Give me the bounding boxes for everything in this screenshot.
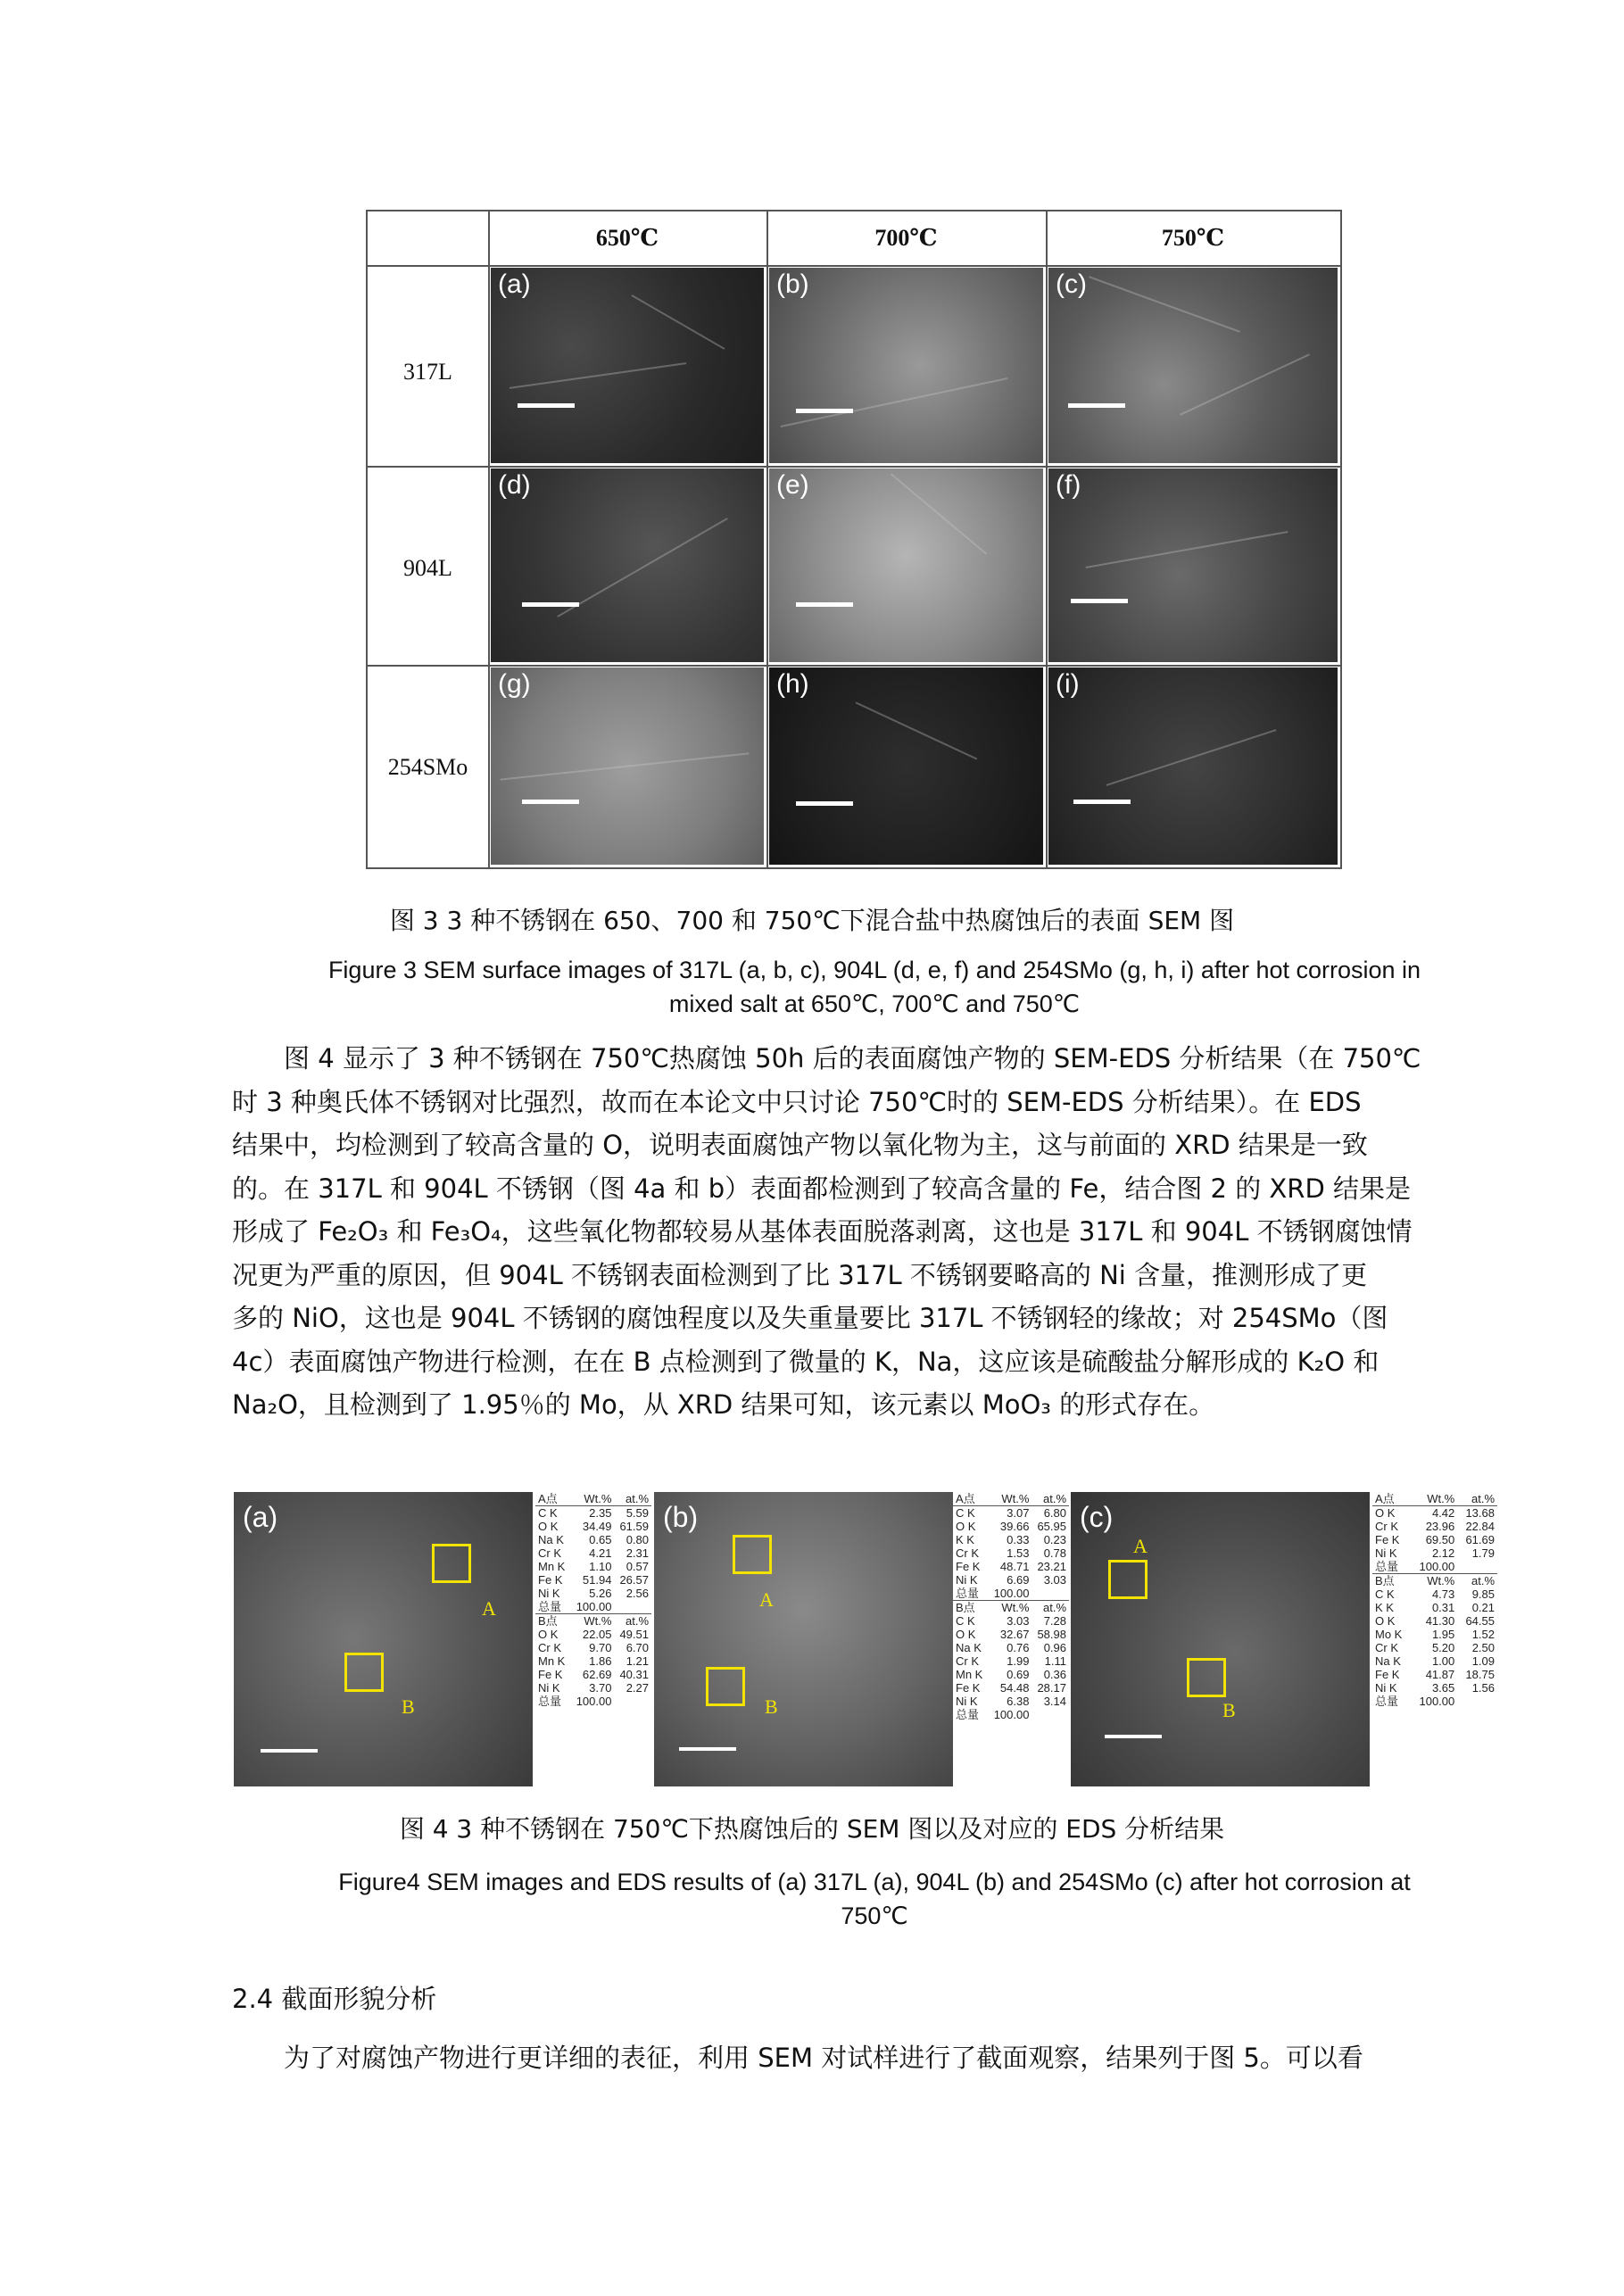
panel-label-b: (b) bbox=[776, 269, 809, 299]
eds-cell: 3.70 bbox=[589, 1681, 612, 1695]
eds-cell: 51.94 bbox=[582, 1573, 612, 1587]
eds-row bbox=[1372, 1681, 1497, 1695]
paragraph-2-line: 为了对腐蚀产物进行更详细的表征，利用 SEM 对试样进行了截面观察，结果列于图 5。可以看 bbox=[284, 2043, 1363, 2073]
eds-cell: 1.11 bbox=[1044, 1654, 1066, 1668]
eds-cell: at.% bbox=[614, 1614, 651, 1629]
eds-cell: 13.68 bbox=[1465, 1506, 1495, 1520]
eds-cell: at.% bbox=[1457, 1574, 1497, 1588]
eds-cell: Fe K bbox=[538, 1668, 563, 1681]
panel-label-4c: (c) bbox=[1080, 1501, 1114, 1533]
eds-cell: 0.65 bbox=[589, 1533, 612, 1546]
eds-row bbox=[1372, 1614, 1497, 1628]
eds-row bbox=[535, 1681, 651, 1695]
point-b-label: B bbox=[1222, 1699, 1236, 1721]
eds-row bbox=[953, 1614, 1069, 1628]
eds-row bbox=[953, 1628, 1069, 1641]
eds-cell: Na K bbox=[956, 1641, 982, 1654]
eds-cell: C K bbox=[1375, 1587, 1395, 1601]
paragraph-1-line: 结果中，均检测到了较高含量的 O，说明表面腐蚀产物以氧化物为主，这与前面的 XRD 结果是一致 bbox=[232, 1130, 1368, 1160]
eds-cell: 40.31 bbox=[619, 1668, 649, 1681]
eds-cell: O K bbox=[1375, 1614, 1396, 1628]
eds-header-row bbox=[953, 1492, 1069, 1506]
sem-image-b bbox=[769, 268, 1043, 463]
eds-cell: 2.31 bbox=[626, 1546, 649, 1560]
col-header-700: 700℃ bbox=[874, 225, 938, 251]
eds-row bbox=[535, 1573, 651, 1587]
eds-cell: 2.12 bbox=[1431, 1546, 1455, 1560]
eds-cell: 1.79 bbox=[1471, 1546, 1495, 1560]
figure-4-caption-en bbox=[277, 1865, 1472, 1933]
figure-3-caption-en-line1: Figure 3 SEM surface images of 317L (a, b, c), 904L (d, e, f) and 254SMo (g, h, i) after hot corrosion in bbox=[327, 957, 1421, 983]
eds-cell: 总量 bbox=[538, 1695, 562, 1708]
eds-cell: 0.21 bbox=[1471, 1601, 1495, 1614]
eds-cell: 6.80 bbox=[1043, 1506, 1066, 1520]
eds-row bbox=[535, 1668, 651, 1681]
eds-cell: Cr K bbox=[1375, 1641, 1398, 1654]
eds-row bbox=[953, 1573, 1069, 1587]
eds-row bbox=[1372, 1587, 1497, 1601]
eds-cell: 1.99 bbox=[1007, 1654, 1030, 1668]
panel-label-c: (c) bbox=[1056, 269, 1087, 299]
eds-row bbox=[953, 1587, 1069, 1601]
eds-cell: 64.55 bbox=[1465, 1614, 1495, 1628]
eds-cell: Na K bbox=[538, 1533, 564, 1546]
eds-row bbox=[953, 1520, 1069, 1533]
eds-cell: O K bbox=[1375, 1506, 1396, 1520]
eds-cell: 1.95 bbox=[1431, 1628, 1455, 1641]
eds-cell: 48.71 bbox=[999, 1560, 1030, 1573]
eds-cell: C K bbox=[956, 1614, 975, 1628]
eds-row bbox=[1372, 1520, 1497, 1533]
eds-cell bbox=[1032, 1587, 1069, 1601]
eds-cell: 2.27 bbox=[626, 1681, 649, 1695]
eds-row bbox=[953, 1546, 1069, 1560]
eds-cell: C K bbox=[956, 1506, 975, 1520]
point-a-marker bbox=[1108, 1560, 1148, 1599]
eds-cell: 39.66 bbox=[999, 1520, 1030, 1533]
scale-bar bbox=[1073, 800, 1131, 804]
eds-cell: 总量 bbox=[538, 1600, 562, 1613]
eds-cell: 0.96 bbox=[1043, 1641, 1066, 1654]
eds-cell: Cr K bbox=[1375, 1520, 1398, 1533]
row-header-317l: 317L bbox=[403, 359, 452, 385]
eds-cell: Cr K bbox=[956, 1546, 979, 1560]
row-header-254smo: 254SMo bbox=[387, 754, 468, 780]
eds-cell: Ni K bbox=[956, 1695, 978, 1708]
eds-cell: B点 bbox=[1372, 1574, 1410, 1588]
point-b-marker bbox=[706, 1667, 745, 1706]
eds-cell: O K bbox=[956, 1628, 976, 1641]
eds-cell: A点 bbox=[1372, 1492, 1410, 1506]
eds-cell: 34.49 bbox=[582, 1520, 612, 1533]
eds-cell: Mo K bbox=[1375, 1628, 1403, 1641]
eds-row bbox=[1372, 1546, 1497, 1560]
scale-bar bbox=[1068, 403, 1125, 408]
eds-row bbox=[535, 1614, 651, 1629]
eds-cell: 7.28 bbox=[1043, 1614, 1066, 1628]
paragraph-1 bbox=[232, 1037, 1463, 1427]
eds-row bbox=[535, 1654, 651, 1668]
eds-row bbox=[953, 1708, 1069, 1721]
sem-image-4b bbox=[654, 1492, 953, 1786]
eds-cell: 100.00 bbox=[1419, 1560, 1455, 1573]
eds-header-row bbox=[1372, 1492, 1497, 1506]
eds-cell: 22.84 bbox=[1465, 1520, 1495, 1533]
panel-label-e: (e) bbox=[776, 470, 809, 500]
paragraph-1-line: 多的 NiO，这也是 904L 不锈钢的腐蚀程度以及失重量要比 317L 不锈钢轻的缘故；对 254SMo（图 bbox=[232, 1303, 1388, 1333]
eds-cell: 100.00 bbox=[1419, 1695, 1455, 1708]
eds-row bbox=[953, 1506, 1069, 1521]
eds-cell: O K bbox=[956, 1520, 976, 1533]
eds-cell: 5.26 bbox=[589, 1587, 612, 1600]
eds-cell: O K bbox=[538, 1520, 559, 1533]
eds-row bbox=[1372, 1533, 1497, 1546]
point-a-label: A bbox=[1133, 1535, 1148, 1557]
eds-cell: 0.57 bbox=[626, 1560, 649, 1573]
eds-cell: 2.50 bbox=[1471, 1641, 1495, 1654]
eds-cell: Ni K bbox=[538, 1587, 560, 1600]
eds-cell: 41.87 bbox=[1425, 1668, 1455, 1681]
eds-row bbox=[1372, 1574, 1497, 1588]
sem-image-e bbox=[769, 468, 1043, 662]
eds-cell: C K bbox=[538, 1506, 558, 1520]
eds-cell: 100.00 bbox=[576, 1695, 612, 1708]
eds-row bbox=[1372, 1628, 1497, 1641]
eds-header-row bbox=[535, 1492, 651, 1506]
figure-3-grid bbox=[366, 210, 1342, 869]
eds-cell: Fe K bbox=[1375, 1533, 1400, 1546]
sem-image-4c bbox=[1071, 1492, 1370, 1786]
eds-row bbox=[953, 1560, 1069, 1573]
eds-cell: 62.69 bbox=[582, 1668, 612, 1681]
eds-cell: 3.03 bbox=[1007, 1614, 1030, 1628]
eds-cell: 5.59 bbox=[626, 1506, 649, 1520]
sem-image-4a bbox=[234, 1492, 533, 1786]
eds-cell: Wt.% bbox=[988, 1601, 1032, 1615]
eds-cell: 26.57 bbox=[619, 1573, 649, 1587]
eds-cell: 3.03 bbox=[1043, 1573, 1066, 1587]
eds-cell: Fe K bbox=[1375, 1668, 1400, 1681]
scale-bar bbox=[1105, 1735, 1162, 1738]
sem-image-i bbox=[1048, 667, 1338, 865]
eds-cell: 100.00 bbox=[993, 1587, 1030, 1600]
scale-bar bbox=[522, 800, 579, 804]
eds-row bbox=[535, 1587, 651, 1600]
eds-cell: Fe K bbox=[956, 1681, 981, 1695]
eds-cell: Fe K bbox=[538, 1573, 563, 1587]
point-a-marker bbox=[432, 1544, 471, 1583]
eds-cell: B点 bbox=[535, 1614, 570, 1629]
point-a-marker bbox=[733, 1535, 772, 1574]
eds-row bbox=[1372, 1601, 1497, 1614]
eds-cell: A点 bbox=[953, 1492, 988, 1506]
eds-row bbox=[535, 1520, 651, 1533]
eds-cell: at.% bbox=[614, 1492, 651, 1506]
eds-row bbox=[1372, 1641, 1497, 1654]
eds-cell: 0.80 bbox=[626, 1533, 649, 1546]
eds-cell: Cr K bbox=[538, 1546, 561, 1560]
eds-cell bbox=[1032, 1708, 1069, 1721]
eds-row bbox=[953, 1654, 1069, 1668]
scale-bar bbox=[1071, 599, 1128, 603]
eds-cell: 0.69 bbox=[1007, 1668, 1030, 1681]
eds-cell: Cr K bbox=[956, 1654, 979, 1668]
point-a-label: A bbox=[759, 1588, 774, 1611]
row-header-904l: 904L bbox=[403, 555, 452, 581]
paragraph-2 bbox=[232, 2036, 1463, 2080]
eds-cell: Cr K bbox=[538, 1641, 561, 1654]
col-header-750: 750℃ bbox=[1161, 225, 1225, 251]
sem-image-c bbox=[1048, 268, 1338, 463]
eds-cell: 54.48 bbox=[999, 1681, 1030, 1695]
scale-bar bbox=[796, 602, 853, 607]
eds-cell: 6.70 bbox=[626, 1641, 649, 1654]
eds-cell: 1.52 bbox=[1471, 1628, 1495, 1641]
point-a-label: A bbox=[482, 1597, 496, 1620]
eds-cell: 69.50 bbox=[1425, 1533, 1455, 1546]
eds-cell: 32.67 bbox=[999, 1628, 1030, 1641]
eds-cell: Mn K bbox=[956, 1668, 983, 1681]
eds-cell: 23.96 bbox=[1425, 1520, 1455, 1533]
scale-bar bbox=[518, 403, 575, 408]
eds-row bbox=[953, 1681, 1069, 1695]
eds-cell: at.% bbox=[1032, 1492, 1069, 1506]
eds-row bbox=[535, 1695, 651, 1708]
eds-cell: 1.56 bbox=[1471, 1681, 1495, 1695]
eds-cell: 58.98 bbox=[1037, 1628, 1066, 1641]
eds-cell: 4.21 bbox=[589, 1546, 612, 1560]
eds-cell: 1.21 bbox=[626, 1654, 649, 1668]
eds-cell: 1.09 bbox=[1471, 1654, 1495, 1668]
eds-cell bbox=[614, 1695, 651, 1708]
eds-row bbox=[1372, 1506, 1497, 1521]
eds-row bbox=[1372, 1668, 1497, 1681]
sem-image-g bbox=[491, 667, 764, 865]
eds-cell: 3.14 bbox=[1043, 1695, 1066, 1708]
eds-cell: 9.85 bbox=[1471, 1587, 1495, 1601]
eds-cell: K K bbox=[956, 1533, 974, 1546]
point-b-label: B bbox=[402, 1695, 415, 1718]
eds-cell: A点 bbox=[535, 1492, 570, 1506]
eds-cell: Wt.% bbox=[988, 1492, 1032, 1506]
eds-cell: 0.76 bbox=[1007, 1641, 1030, 1654]
paragraph-1-line: 的。在 317L 和 904L 不锈钢（图 4a 和 b）表面都检测到了较高含量的 Fe，结合图 2 的 XRD 结果是 bbox=[232, 1173, 1412, 1204]
eds-cell: 61.59 bbox=[619, 1520, 649, 1533]
eds-cell: 0.33 bbox=[1007, 1533, 1030, 1546]
eds-cell: at.% bbox=[1032, 1601, 1069, 1615]
figure-3-caption-en bbox=[277, 953, 1472, 1021]
eds-row bbox=[953, 1533, 1069, 1546]
eds-row bbox=[953, 1695, 1069, 1708]
eds-row bbox=[535, 1533, 651, 1546]
eds-row bbox=[535, 1600, 651, 1614]
sem-image-d bbox=[491, 468, 764, 662]
eds-cell: Ni K bbox=[956, 1573, 978, 1587]
eds-cell: 49.51 bbox=[619, 1628, 649, 1641]
eds-cell: Wt.% bbox=[1410, 1492, 1457, 1506]
panel-label-4b: (b) bbox=[663, 1501, 699, 1533]
eds-cell: 1.00 bbox=[1431, 1654, 1455, 1668]
point-b-marker bbox=[1187, 1658, 1226, 1697]
eds-cell: 3.65 bbox=[1431, 1681, 1455, 1695]
eds-table-4b bbox=[953, 1492, 1069, 1721]
eds-cell: 6.38 bbox=[1007, 1695, 1030, 1708]
sem-image-h bbox=[769, 667, 1043, 865]
eds-table-4a bbox=[535, 1492, 651, 1708]
sem-image-f bbox=[1048, 468, 1338, 662]
eds-row bbox=[535, 1506, 651, 1521]
panel-label-d: (d) bbox=[498, 470, 531, 500]
paragraph-1-line: 况更为严重的原因，但 904L 不锈钢表面检测到了比 317L 不锈钢要略高的 Ni 含量，推测形成了更 bbox=[232, 1259, 1368, 1290]
eds-cell: 61.69 bbox=[1465, 1533, 1495, 1546]
scale-bar bbox=[261, 1749, 318, 1753]
figure-3-caption-cn: 图 3 3 种不锈钢在 650、700 和 750℃下混合盐中热腐蚀后的表面 SEM 图 bbox=[389, 906, 1235, 935]
figure-3-caption-en-line2: mixed salt at 650℃, 700℃ and 750℃ bbox=[668, 991, 1081, 1017]
eds-cell: O K bbox=[538, 1628, 559, 1641]
eds-cell: 6.69 bbox=[1007, 1573, 1030, 1587]
eds-cell: 2.35 bbox=[589, 1506, 612, 1520]
figure-4-caption-en-line2: 750℃ bbox=[841, 1902, 908, 1929]
eds-cell: 总量 bbox=[1375, 1695, 1399, 1708]
eds-cell: Na K bbox=[1375, 1654, 1401, 1668]
eds-cell: 总量 bbox=[1375, 1560, 1399, 1573]
eds-cell: Wt.% bbox=[570, 1614, 614, 1629]
panel-label-i: (i) bbox=[1056, 669, 1080, 699]
section-heading: 2.4 截面形貌分析 bbox=[232, 1984, 437, 2014]
eds-cell: Fe K bbox=[956, 1560, 981, 1573]
eds-cell: 0.31 bbox=[1431, 1601, 1455, 1614]
eds-cell: 4.42 bbox=[1431, 1506, 1455, 1520]
eds-row bbox=[1372, 1560, 1497, 1574]
paragraph-1-line: 4c）表面腐蚀产物进行检测，在在 B 点检测到了微量的 K，Na，这应该是硫酸盐分解形成的 K₂O 和 bbox=[232, 1346, 1380, 1377]
eds-row bbox=[953, 1641, 1069, 1654]
eds-cell: 23.21 bbox=[1037, 1560, 1066, 1573]
eds-cell: 0.36 bbox=[1043, 1668, 1066, 1681]
eds-cell: K K bbox=[1375, 1601, 1394, 1614]
eds-cell bbox=[1457, 1560, 1497, 1574]
scale-bar bbox=[522, 602, 579, 607]
eds-cell: Ni K bbox=[1375, 1546, 1397, 1560]
eds-cell: 18.75 bbox=[1465, 1668, 1495, 1681]
figure-4-caption-en-line1: Figure4 SEM images and EDS results of (a) 317L (a), 904L (b) and 254SMo (c) after hot corrosion at bbox=[338, 1869, 1411, 1895]
eds-row bbox=[535, 1628, 651, 1641]
eds-cell: 4.73 bbox=[1431, 1587, 1455, 1601]
eds-cell: 0.23 bbox=[1043, 1533, 1066, 1546]
col-header-650: 650℃ bbox=[595, 225, 659, 251]
eds-row bbox=[535, 1641, 651, 1654]
eds-row bbox=[535, 1546, 651, 1560]
eds-cell: 1.86 bbox=[589, 1654, 612, 1668]
eds-cell: Wt.% bbox=[570, 1492, 614, 1506]
eds-cell: 41.30 bbox=[1425, 1614, 1455, 1628]
eds-cell bbox=[614, 1600, 651, 1614]
eds-cell: 28.17 bbox=[1037, 1681, 1066, 1695]
eds-cell: 总量 bbox=[956, 1708, 980, 1721]
eds-cell: 2.56 bbox=[626, 1587, 649, 1600]
sem-image-a bbox=[491, 268, 764, 463]
eds-cell: 总量 bbox=[956, 1587, 980, 1600]
paragraph-1-line: 形成了 Fe₂O₃ 和 Fe₃O₄，这些氧化物都较易从基体表面脱落剥离，这也是 317L 和 904L 不锈钢腐蚀情 bbox=[232, 1216, 1413, 1247]
eds-cell: Ni K bbox=[1375, 1681, 1397, 1695]
eds-cell: 9.70 bbox=[589, 1641, 612, 1654]
eds-cell: 5.20 bbox=[1431, 1641, 1455, 1654]
eds-cell: 100.00 bbox=[993, 1708, 1030, 1721]
panel-label-h: (h) bbox=[776, 669, 809, 699]
panel-label-a: (a) bbox=[498, 269, 531, 299]
eds-cell bbox=[1457, 1695, 1497, 1708]
eds-cell: 1.53 bbox=[1007, 1546, 1030, 1560]
eds-cell: at.% bbox=[1457, 1492, 1497, 1506]
eds-cell: Ni K bbox=[538, 1681, 560, 1695]
panel-label-4a: (a) bbox=[243, 1501, 278, 1533]
scale-bar bbox=[796, 409, 853, 413]
panel-label-g: (g) bbox=[498, 669, 531, 699]
scale-bar bbox=[679, 1747, 736, 1751]
point-b-marker bbox=[344, 1653, 384, 1692]
paragraph-1-line: 图 4 显示了 3 种不锈钢在 750℃热腐蚀 50h 后的表面腐蚀产物的 SEM-EDS 分析结果（在 750℃ bbox=[284, 1043, 1421, 1073]
eds-cell: Mn K bbox=[538, 1560, 566, 1573]
eds-row bbox=[1372, 1654, 1497, 1668]
eds-row bbox=[1372, 1695, 1497, 1708]
eds-cell: Wt.% bbox=[1410, 1574, 1457, 1588]
eds-cell: 1.10 bbox=[589, 1560, 612, 1573]
point-b-label: B bbox=[765, 1695, 778, 1718]
eds-cell: 100.00 bbox=[576, 1600, 612, 1613]
eds-cell: 0.78 bbox=[1043, 1546, 1066, 1560]
eds-row bbox=[953, 1601, 1069, 1615]
panel-label-f: (f) bbox=[1056, 470, 1081, 500]
paragraph-1-line: 时 3 种奥氏体不锈钢对比强烈，故而在本论文中只讨论 750℃时的 SEM-EDS 分析结果）。在 EDS bbox=[232, 1086, 1362, 1117]
eds-row bbox=[953, 1668, 1069, 1681]
eds-cell: 65.95 bbox=[1037, 1520, 1066, 1533]
figure-4-caption-cn: 图 4 3 种不锈钢在 750℃下热腐蚀后的 SEM 图以及对应的 EDS 分析结果 bbox=[399, 1814, 1225, 1844]
eds-table-4c bbox=[1372, 1492, 1497, 1708]
scale-bar bbox=[796, 801, 853, 806]
eds-cell: 3.07 bbox=[1007, 1506, 1030, 1520]
eds-cell: B点 bbox=[953, 1601, 988, 1615]
eds-cell: 22.05 bbox=[582, 1628, 612, 1641]
eds-cell: Mn K bbox=[538, 1654, 566, 1668]
eds-row bbox=[535, 1560, 651, 1573]
paragraph-1-line: Na₂O，且检测到了 1.95％的 Mo，从 XRD 结果可知，该元素以 MoO₃ 的形式存在。 bbox=[232, 1389, 1215, 1420]
